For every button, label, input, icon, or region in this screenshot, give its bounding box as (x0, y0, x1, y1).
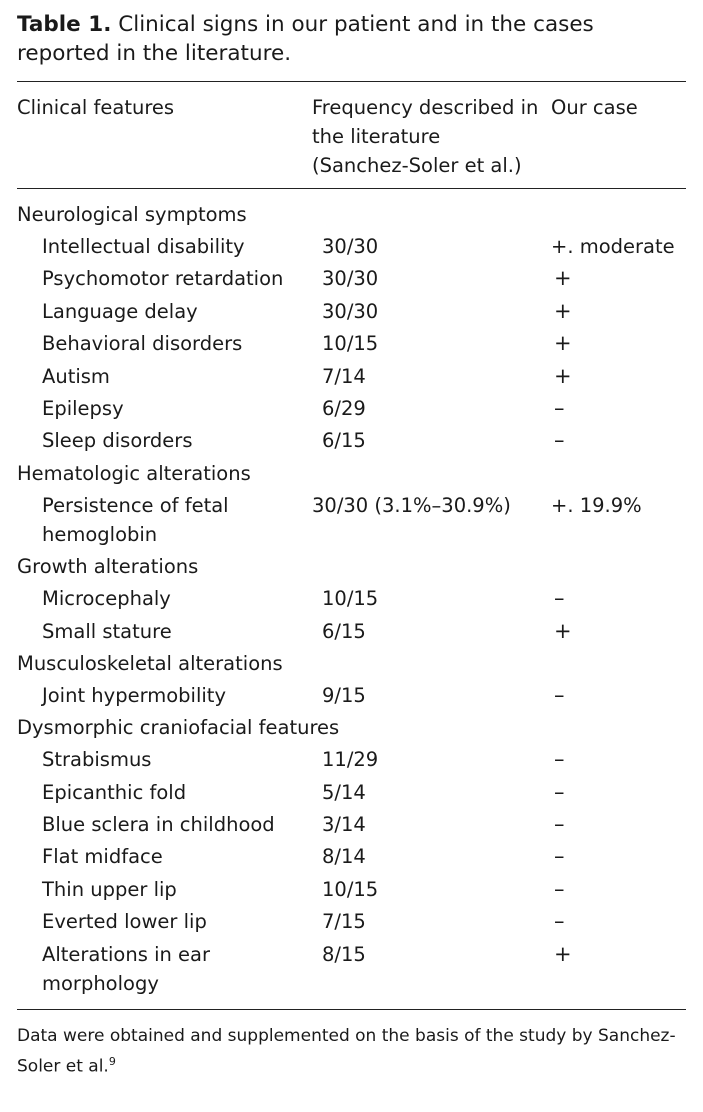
feature-cell: Blue sclera in childhood (42, 813, 275, 837)
table-row (17, 842, 686, 871)
frequency-cell: 8/15 (322, 942, 366, 966)
frequency-cell: 7/14 (322, 364, 366, 388)
table-body (17, 189, 686, 1009)
feature-cell: Autism (42, 364, 110, 388)
table-row (17, 362, 686, 391)
feature-cell: Joint hypermobility (42, 683, 226, 707)
our-case-cell: – (554, 844, 565, 869)
footnote-text: Data were obtained and supplemented on the basis of the study by Sanchez-Soler et al. (17, 1026, 676, 1077)
our-case-cell: – (554, 682, 565, 707)
our-case-cell: + (554, 363, 572, 388)
our-case-cell: + (554, 618, 572, 643)
our-case-cell: – (554, 876, 565, 901)
feature-cell: Alterations in ear morphology (42, 942, 211, 995)
table-group-row (17, 713, 686, 742)
group-label: Dysmorphic craniofacial features (17, 716, 340, 740)
feature-cell: Sleep disorders (42, 429, 193, 453)
header-clinical-features: Clinical features (17, 96, 175, 119)
header-our-case: Our case (551, 96, 638, 119)
frequency-cell: 3/14 (322, 813, 366, 837)
table-row (17, 584, 686, 613)
table-row (17, 297, 686, 326)
table-row (17, 491, 686, 549)
group-label: Musculoskeletal alterations (17, 651, 283, 675)
table-caption (17, 10, 686, 68)
header-frequency: Frequency described in the literature (Sanchez-Soler et al.) (312, 96, 539, 177)
frequency-cell: 11/29 (322, 748, 379, 772)
frequency-cell: 10/15 (322, 877, 379, 901)
table-group-row (17, 649, 686, 678)
group-label: Hematologic alterations (17, 461, 251, 485)
table-row (17, 778, 686, 807)
our-case-cell: – (554, 586, 565, 611)
our-case-cell: +. 19.9% (551, 493, 642, 517)
table-row (17, 745, 686, 774)
frequency-cell: 5/14 (322, 780, 366, 804)
table-label: Table 1. (17, 12, 112, 37)
frequency-cell: 30/30 (322, 267, 379, 291)
feature-cell: Intellectual disability (42, 235, 245, 258)
frequency-cell: 10/15 (322, 332, 379, 356)
our-case-cell: – (554, 909, 565, 934)
table-row (17, 875, 686, 904)
feature-cell: Flat midface (42, 845, 163, 869)
feature-cell: Psychomotor retardation (42, 267, 284, 291)
frequency-cell: 6/29 (322, 396, 366, 420)
our-case-cell: – (554, 428, 565, 453)
feature-cell: Behavioral disorders (42, 332, 243, 356)
table-row (17, 617, 686, 646)
table-row (17, 329, 686, 358)
our-case-cell: + (554, 298, 572, 323)
frequency-cell: 10/15 (322, 587, 379, 611)
our-case-cell: + (554, 331, 572, 356)
feature-cell: Everted lower lip (42, 910, 207, 934)
feature-cell: Epicanthic fold (42, 780, 187, 804)
feature-cell: Epilepsy (42, 396, 124, 420)
table-row (17, 940, 686, 998)
frequency-cell: 6/15 (322, 619, 366, 643)
table-row (17, 681, 686, 710)
group-label: Growth alterations (17, 555, 199, 579)
our-case-cell: – (554, 747, 565, 772)
our-case-cell: + (554, 941, 572, 966)
frequency-cell: 9/15 (322, 683, 366, 707)
frequency-cell: 30/30 (322, 299, 379, 323)
our-case-cell: + (554, 266, 572, 291)
feature-cell: Small stature (42, 619, 172, 643)
frequency-cell: 6/15 (322, 429, 366, 453)
table-group-row (17, 459, 686, 488)
feature-cell: Strabismus (42, 748, 152, 772)
table-row (17, 426, 686, 455)
table-row (17, 264, 686, 293)
our-case-cell: – (554, 779, 565, 804)
table-footnote (17, 1010, 686, 1080)
feature-cell: Language delay (42, 299, 198, 323)
table-row (17, 232, 686, 261)
footnote-ref: 9 (108, 1055, 116, 1069)
our-case-cell: – (554, 395, 565, 420)
table-header (17, 82, 686, 188)
frequency-cell: 30/30 (3.1%–30.9%) (312, 493, 511, 517)
table-group-row (17, 200, 686, 229)
feature-cell: Microcephaly (42, 587, 171, 611)
table-group-row (17, 552, 686, 581)
frequency-cell: 30/30 (322, 235, 379, 258)
our-case-cell: +. moderate (551, 235, 675, 258)
feature-cell: Thin upper lip (42, 877, 177, 901)
table-title: Clinical signs in our patient and in the cases reported in the literature. (17, 12, 594, 66)
group-label: Neurological symptoms (17, 203, 247, 226)
frequency-cell: 8/14 (322, 845, 366, 869)
feature-cell: Persistence of fetal hemoglobin (42, 493, 229, 546)
table-row (17, 810, 686, 839)
table-row (17, 394, 686, 423)
frequency-cell: 7/15 (322, 910, 366, 934)
our-case-cell: – (554, 812, 565, 837)
table-row (17, 907, 686, 936)
